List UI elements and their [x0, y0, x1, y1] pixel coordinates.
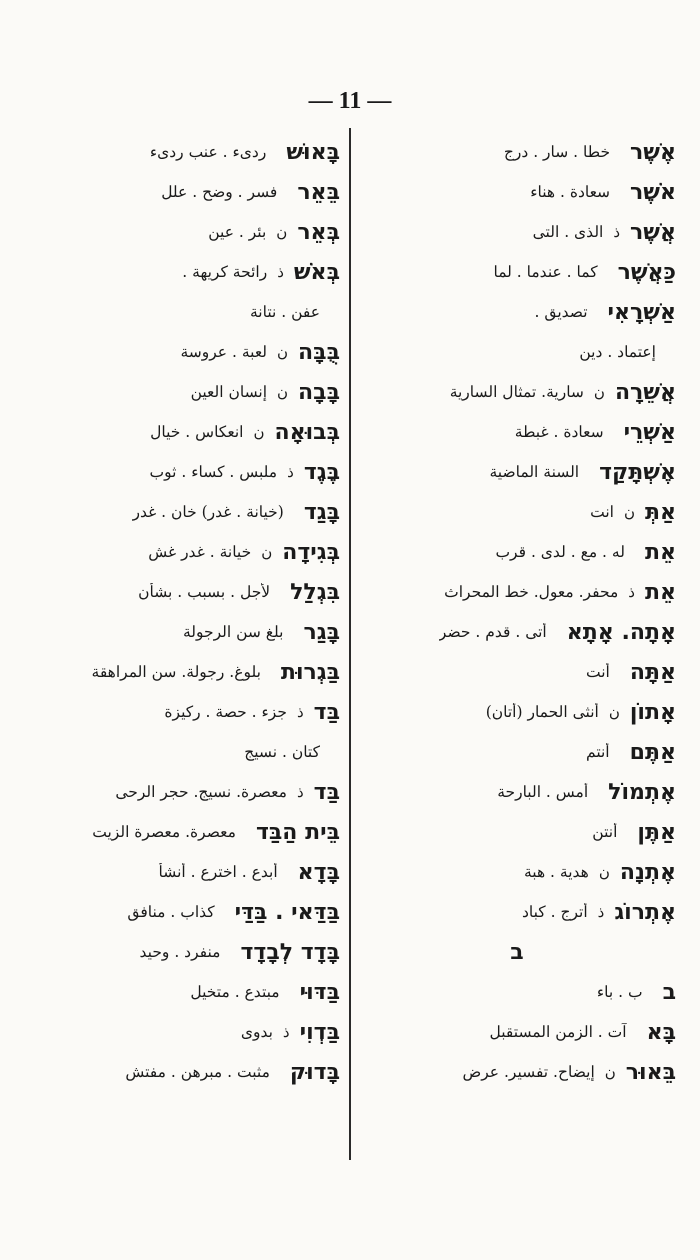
dictionary-entry	[22, 812, 340, 852]
entry-grammar-marker: ذ	[613, 223, 621, 241]
entry-definition: بلغ سن الرجولة	[182, 623, 284, 641]
dictionary-entry	[358, 172, 676, 212]
entry-headword: אַתֶּן	[637, 819, 676, 845]
entry-definition: آت . الزمن المستقبل	[489, 1023, 627, 1041]
entry-headword: אַתָּה	[629, 659, 676, 685]
entry-definition: جزء . حصة . ركيزة	[164, 703, 287, 721]
entry-definition: أنثى الحمار (أتان)	[485, 703, 599, 721]
dictionary-entry	[22, 252, 340, 292]
dictionary-entry	[22, 372, 340, 412]
dictionary-entry	[22, 652, 340, 692]
entry-definition: إيضاح. تفسير. عرض	[462, 1063, 595, 1081]
entry-definition: أمس . البارحة	[497, 783, 589, 801]
dictionary-entry	[22, 692, 340, 732]
dictionary-entry	[358, 692, 676, 732]
entry-headword: בֵּית הַבַּד	[255, 819, 340, 845]
dictionary-entry	[358, 452, 676, 492]
dictionary-entry	[358, 372, 676, 412]
entry-definition: فسر . وضح . علل	[161, 183, 278, 201]
dictionary-entry	[358, 132, 676, 172]
entry-grammar-marker: ذ	[296, 703, 304, 721]
entry-grammar-marker: ذ	[282, 1023, 290, 1041]
entry-grammar-marker: ن	[276, 223, 288, 241]
entry-headword: בָּאוּשׁ	[286, 139, 340, 165]
entry-definition: سعادة . غبطة	[514, 423, 604, 441]
right-column	[358, 132, 676, 1092]
entry-definition: انعكاس . خيال	[150, 423, 244, 441]
entry-grammar-marker: ن	[261, 543, 273, 561]
entry-grammar-marker: ن	[608, 703, 620, 721]
entry-headword: בָּגַר	[303, 619, 340, 645]
entry-definition: أتى . قدم . حضر	[438, 623, 547, 641]
entry-headword: בְּאֹשׁ	[293, 259, 340, 285]
entry-grammar-marker: ذ	[597, 903, 605, 921]
entry-grammar-marker: ن	[598, 863, 610, 881]
entry-headword: בַּד	[313, 699, 340, 725]
dictionary-entry	[22, 332, 340, 372]
entry-definition: انت	[590, 503, 614, 521]
dictionary-entry	[358, 252, 676, 292]
entry-headword: אֲשֵׁרָה	[614, 379, 676, 405]
dictionary-entry	[22, 172, 340, 212]
dictionary-entry	[358, 292, 676, 332]
dictionary-entry	[22, 1052, 340, 1092]
page-number: — 11 —	[308, 88, 392, 114]
entry-headword: בְּאֵר	[297, 219, 340, 245]
entry-headword: אֶשֶׁר	[630, 139, 676, 165]
entry-headword: בִּגְלַל	[290, 579, 340, 605]
dictionary-entry	[358, 572, 676, 612]
entry-grammar-marker: ن	[593, 383, 605, 401]
entry-headword: בַּדּוּי	[299, 979, 340, 1005]
dictionary-entry	[358, 892, 676, 932]
entry-definition: كذاب . منافق	[127, 903, 215, 921]
entry-definition: مثبت . مبرهن . مفتش	[125, 1063, 270, 1081]
entry-definition: خيانة . غدر غش	[148, 543, 252, 561]
entry-headword: בָּא	[646, 1019, 676, 1045]
entry-headword: בָּגַד	[303, 499, 340, 525]
entry-headword: בָּדָא	[297, 859, 340, 885]
entry-headword: אָתָה. אָתָא	[566, 619, 676, 645]
dictionary-entry	[22, 892, 340, 932]
entry-definition: محفر. معول. خط المحراث	[444, 583, 619, 601]
entry-definition: كتان . نسيج	[244, 743, 320, 761]
entry-headword: בָּדוּק	[289, 1059, 340, 1085]
entry-headword: אַשְׁרֵי	[623, 419, 676, 445]
entry-grammar-marker: ن	[277, 343, 289, 361]
entry-definition: أنت	[585, 663, 610, 681]
entry-headword: אֵת	[644, 579, 676, 605]
entry-definition: له . مع . لدى . قرب	[495, 543, 625, 561]
dictionary-entry	[22, 612, 340, 652]
entry-headword: בְּגִידָה	[282, 539, 340, 565]
entry-headword: אֶתְמוֹל	[608, 779, 676, 805]
entry-definition: رائحة كريهة .	[182, 263, 268, 281]
entry-headword: בְּבוּאָה	[274, 419, 340, 445]
dictionary-entry	[22, 412, 340, 452]
entry-headword: אֲשֶׁר	[630, 219, 676, 245]
entry-definition: لأجل . بسبب . بشأن	[138, 583, 271, 601]
entry-definition: كما . عندما . لما	[493, 263, 598, 281]
dictionary-entry	[358, 212, 676, 252]
entry-definition: بلوغ. رجولة. سن المراهقة	[91, 663, 261, 681]
dictionary-entry	[22, 972, 340, 1012]
entry-definition: خطا . سار . درج	[503, 143, 611, 161]
dictionary-entry	[358, 852, 676, 892]
dictionary-entry	[358, 532, 676, 572]
entry-headword: בַּדַּאי . בַּדַּי	[234, 899, 340, 925]
entry-headword: אֶשְׁתָּקַד	[599, 459, 676, 485]
dictionary-entry	[22, 852, 340, 892]
entry-definition: بدوى	[240, 1023, 273, 1041]
dictionary-entry	[22, 492, 340, 532]
entry-grammar-marker: ن	[253, 423, 265, 441]
entry-headword: בַּגְרוּת	[280, 659, 340, 685]
entry-headword: בָּדָד לְבָדָד	[240, 939, 340, 965]
left-column	[22, 132, 340, 1092]
dictionary-entry	[358, 732, 676, 772]
entry-headword: בֶּגֶד	[303, 459, 340, 485]
entry-grammar-marker: ذ	[296, 783, 304, 801]
entry-headword: אֵת	[644, 539, 676, 565]
entry-definition: تصديق .	[534, 303, 588, 321]
entry-definition: أبدع . اخترع . أنشأ	[158, 863, 278, 881]
entry-headword: אָתוֹן	[629, 699, 676, 725]
dictionary-entry	[22, 292, 340, 332]
dictionary-entry	[22, 772, 340, 812]
entry-grammar-marker: ذ	[277, 263, 284, 281]
entry-definition: معصرة. نسيج. حجر الرحى	[115, 783, 287, 801]
entry-grammar-marker: ن	[604, 1063, 616, 1081]
entry-grammar-marker: ن	[623, 503, 635, 521]
entry-definition: عفن . نتانة	[249, 303, 320, 321]
dictionary-entry	[22, 452, 340, 492]
entry-definition: إعتماد . دين	[579, 343, 656, 361]
dictionary-entry	[358, 612, 676, 652]
entry-grammar-marker: ذ	[628, 583, 635, 601]
entry-headword: אַתְּ	[644, 499, 676, 525]
dictionary-entry	[22, 1012, 340, 1052]
entry-headword: אַתֶּם	[629, 739, 676, 765]
entry-definition: ملبس . كساء . ثوب	[149, 463, 278, 481]
entry-definition: هدية . هبة	[523, 863, 589, 881]
dictionary-entry	[22, 132, 340, 172]
entry-headword: בַּדְוִי	[299, 1019, 340, 1045]
entry-definition: أنتن	[592, 823, 618, 841]
entry-headword: אַשְׁרָאִי	[607, 299, 676, 325]
entry-headword: בֻּבָּה	[298, 339, 340, 365]
dictionary-entry	[22, 572, 340, 612]
entry-definition: لعبة . عروسة	[180, 343, 268, 361]
dictionary-entry	[22, 932, 340, 972]
entry-definition: منفرد . وحيد	[139, 943, 221, 961]
dictionary-entry	[22, 732, 340, 772]
dictionary-entry	[22, 532, 340, 572]
entry-definition: ب . باء	[596, 983, 643, 1001]
entry-headword: ב	[662, 979, 676, 1005]
dictionary-entry	[358, 812, 676, 852]
section-letter-heading: ב	[510, 939, 524, 965]
entry-headword: בֵּאֵר	[297, 179, 340, 205]
entry-headword: כַּאֲשֶׁר	[617, 259, 676, 285]
entry-definition: الذى . التى	[532, 223, 604, 241]
dictionary-entry	[358, 772, 676, 812]
dictionary-entry	[358, 1012, 676, 1052]
entry-definition: معصرة. معصرة الزيت	[92, 823, 236, 841]
entry-definition: بئر . عين	[208, 223, 267, 241]
entry-definition: أترج . كباد	[522, 903, 588, 921]
entry-definition: سارية. تمثال السارية	[449, 383, 584, 401]
entry-definition: إنسان العين	[190, 383, 268, 401]
dictionary-entry	[358, 972, 676, 1012]
entry-definition: سعادة . هناء	[530, 183, 611, 201]
dictionary-entry	[358, 652, 676, 692]
entry-headword: אֹשֶׁר	[630, 179, 676, 205]
entry-definition: مبتدع . متخيل	[190, 983, 280, 1001]
entry-definition: السنة الماضية	[489, 463, 580, 481]
entry-definition: (خيانة . غدر) خان . غدر	[132, 503, 284, 521]
entry-headword: בָּבָה	[298, 379, 340, 405]
dictionary-entry	[22, 212, 340, 252]
dictionary-entry	[358, 492, 676, 532]
entry-headword: אֶתְרוֹג	[614, 899, 676, 925]
column-divider	[349, 128, 351, 1160]
dictionary-entry	[358, 332, 676, 372]
entry-headword: בֵּאוּר	[625, 1059, 676, 1085]
dictionary-entry	[358, 1052, 676, 1092]
entry-definition: ردىء . عنب ردىء	[149, 143, 267, 161]
dictionary-entry	[358, 412, 676, 452]
entry-headword: בַּד	[313, 779, 340, 805]
entry-headword: אֶתְנָה	[619, 859, 676, 885]
entry-grammar-marker: ن	[277, 383, 289, 401]
entry-definition: أنتم	[586, 743, 610, 761]
entry-grammar-marker: ذ	[287, 463, 294, 481]
